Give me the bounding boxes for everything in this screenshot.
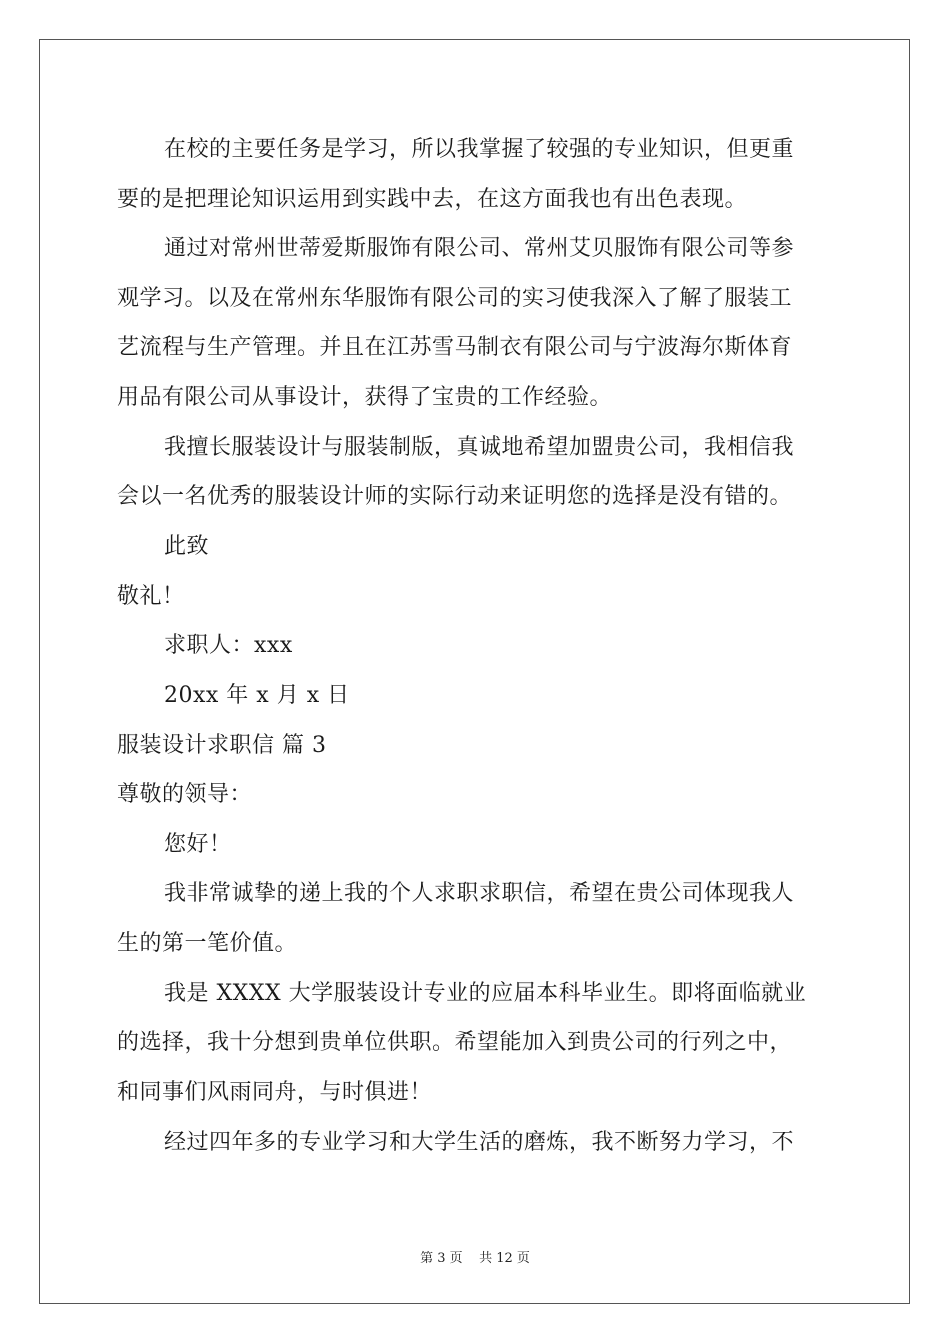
greeting-line: 尊敬的领导： (117, 782, 253, 807)
paragraph-line: 和同事们风雨同舟，与时俱进！ (117, 1080, 433, 1105)
paragraph-line: 的选择，我十分想到贵单位供职。希望能加入到贵公司的行列之中， (117, 1030, 793, 1055)
salutation-line: 敬礼！ (117, 584, 185, 609)
paragraph-line: 用品有限公司从事设计，获得了宝贵的工作经验。 (117, 385, 613, 410)
date-line: 20xx 年 x 月 x 日 (164, 683, 350, 708)
paragraph-line: 会以一名优秀的服装设计师的实际行动来证明您的选择是没有错的。 (117, 484, 793, 509)
paragraph-line: 经过四年多的专业学习和大学生活的磨炼，我不断努力学习，不 (164, 1130, 795, 1155)
paragraph-line: 生的第一笔价值。 (117, 931, 298, 956)
paragraph-line: 我擅长服装设计与服装制版，真诚地希望加盟贵公司，我相信我 (164, 435, 795, 460)
paragraph-line: 我非常诚挚的递上我的个人求职求职信，希望在贵公司体现我人 (164, 881, 795, 906)
greeting-line: 您好！ (164, 832, 232, 857)
paragraph-line: 要的是把理论知识运用到实践中去，在这方面我也有出色表现。 (117, 187, 748, 212)
paragraph-line: 通过对常州世蒂爱斯服饰有限公司、常州艾贝服饰有限公司等参 (164, 236, 795, 261)
paragraph-line: 我是 XXXX 大学服装设计专业的应届本科毕业生。即将面临就业 (164, 981, 807, 1006)
paragraph-line: 观学习。以及在常州东华服饰有限公司的实习使我深入了解了服装工 (117, 286, 793, 311)
page-border (39, 39, 910, 1304)
page-number-footer: 第 3 页 共 12 页 (420, 1251, 530, 1266)
closing-line: 此致 (164, 534, 210, 559)
paragraph-line: 在校的主要任务是学习，所以我掌握了较强的专业知识，但更重 (164, 137, 795, 162)
applicant-line: 求职人：xxx (164, 633, 293, 658)
section-heading: 服装设计求职信 篇 3 (117, 733, 327, 758)
paragraph-line: 艺流程与生产管理。并且在江苏雪马制衣有限公司与宁波海尔斯体育 (117, 335, 793, 360)
